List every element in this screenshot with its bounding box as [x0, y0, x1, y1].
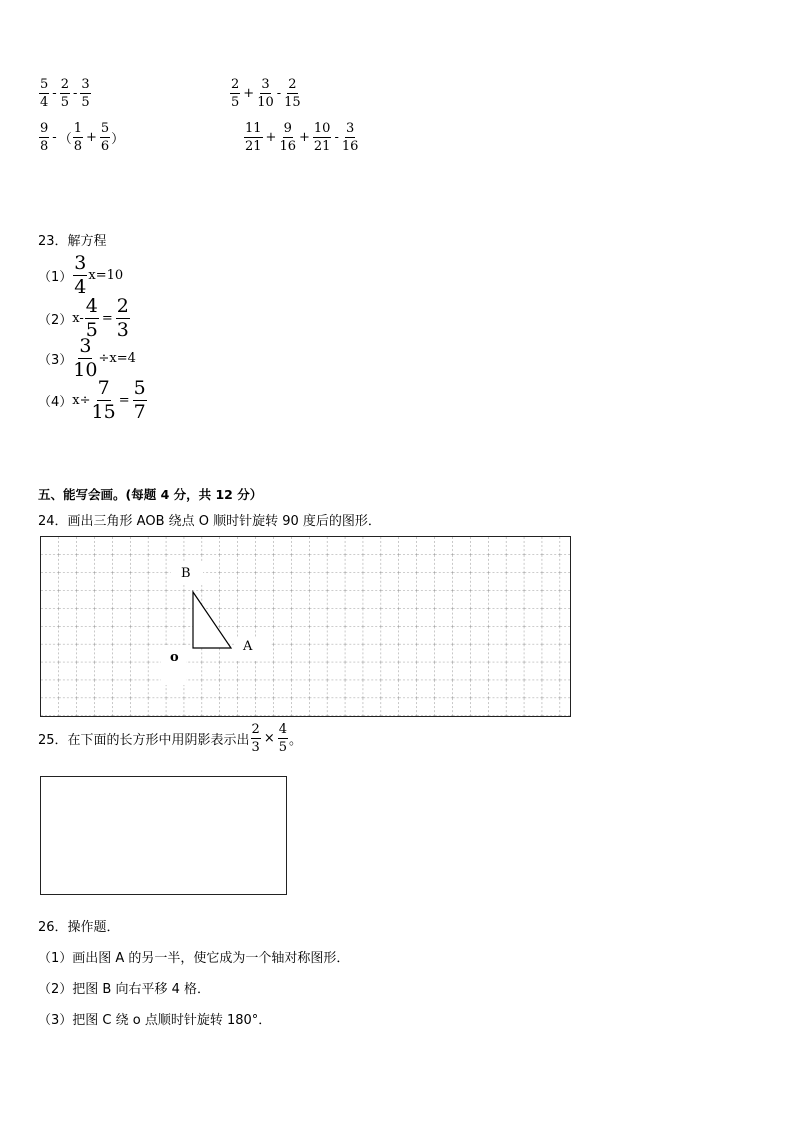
numerator: 2	[116, 295, 129, 317]
operator: -	[276, 86, 282, 101]
denominator: 3	[251, 740, 260, 755]
grid-drawing	[41, 537, 570, 716]
denominator: 15	[284, 95, 301, 110]
denominator: 10	[257, 95, 274, 110]
expression-4	[243, 122, 359, 153]
denominator: 5	[85, 319, 98, 341]
denominator: 15	[91, 401, 116, 423]
q23-title: 23．解方程	[38, 234, 107, 249]
equation-label: （3）	[38, 353, 73, 368]
denominator: 5	[278, 740, 288, 755]
label-b: B	[181, 566, 191, 581]
numerator: 2	[60, 77, 69, 92]
operator: -	[72, 86, 78, 101]
numerator: 11	[245, 121, 262, 136]
numerator: 7	[97, 377, 110, 399]
denominator: 3	[116, 319, 129, 341]
equation-2	[38, 297, 131, 340]
equation-label: （4）	[38, 395, 73, 410]
numerator: 3	[74, 252, 87, 274]
left-paren: （	[58, 132, 72, 147]
numerator: 3	[81, 77, 90, 92]
equals-sign: =	[101, 311, 113, 326]
q26-title: 26．操作题．	[38, 920, 120, 935]
numerator: 3	[261, 77, 270, 92]
q26-step-2: （2）把图 B 向右平移 4 格．	[38, 982, 210, 997]
expression-2	[229, 78, 302, 109]
numerator: 4	[85, 295, 98, 317]
operator: -	[334, 130, 339, 145]
equation-label: （2）	[38, 313, 73, 328]
equation-1	[38, 254, 123, 297]
equation-prefix: x-	[72, 311, 84, 326]
equation-tail: ÷x=4	[98, 351, 136, 366]
grid-lines	[41, 537, 570, 716]
operator: +	[299, 130, 310, 145]
section-5-title: 五、能写会画。(每题 4 分，共 12 分）	[38, 487, 263, 502]
numerator: 1	[73, 121, 82, 136]
q26-step-3: （3）把图 C 绕 o 点顺时针旋转 180°．	[38, 1013, 272, 1028]
numerator: 5	[40, 77, 49, 92]
denominator: 8	[40, 139, 49, 154]
numerator: 2	[231, 77, 240, 92]
expression-1	[38, 78, 92, 109]
denominator: 16	[341, 139, 359, 154]
numerator: 2	[251, 722, 260, 737]
operator: +	[243, 86, 255, 101]
expression-3	[38, 122, 124, 153]
numerator: 9	[283, 121, 292, 136]
denominator: 21	[245, 139, 262, 154]
q24-title: 24．画出三角形 AOB 绕点 O 顺时针旋转 90 度后的图形．	[38, 514, 381, 529]
numerator: 3	[79, 335, 92, 357]
numerator: 4	[278, 722, 288, 737]
denominator: 6	[100, 139, 110, 154]
q26-step-1: （1）画出图 A 的另一半，使它成为一个轴对称图形．	[38, 951, 350, 966]
equation-tail: x=10	[88, 268, 124, 283]
q25-rectangle[interactable]	[40, 776, 287, 895]
numerator: 2	[288, 77, 297, 92]
q25-title	[38, 723, 302, 754]
denominator: 4	[40, 95, 49, 110]
q24-grid[interactable]	[40, 536, 571, 717]
equation-label: （1）	[38, 270, 73, 285]
numerator: 5	[133, 377, 146, 399]
numerator: 9	[40, 121, 49, 136]
equation-prefix: x÷	[72, 393, 91, 408]
denominator: 7	[133, 401, 146, 423]
denominator: 10	[73, 359, 98, 381]
operator: +	[265, 130, 277, 145]
label-a: A	[243, 639, 253, 654]
denominator: 8	[73, 139, 82, 154]
operator: +	[85, 130, 97, 145]
numerator: 3	[345, 121, 355, 136]
equation-3	[38, 337, 136, 380]
denominator: 5	[231, 95, 240, 110]
numerator: 10	[313, 121, 331, 136]
denominator: 21	[313, 139, 331, 154]
q25-text: 25．在下面的长方形中用阴影表示出	[38, 733, 250, 748]
operator: -	[52, 86, 57, 101]
numerator: 5	[100, 121, 110, 136]
denominator: 4	[74, 276, 87, 298]
denominator: 5	[81, 95, 90, 110]
equals-sign: =	[118, 393, 130, 408]
q25-period: 。	[289, 733, 303, 748]
equation-4	[38, 379, 148, 422]
label-o: o	[170, 650, 179, 665]
multiply-sign: ×	[263, 731, 275, 746]
denominator: 16	[279, 139, 296, 154]
right-paren: ）	[111, 132, 125, 147]
operator: -	[52, 130, 57, 145]
denominator: 5	[60, 95, 69, 110]
